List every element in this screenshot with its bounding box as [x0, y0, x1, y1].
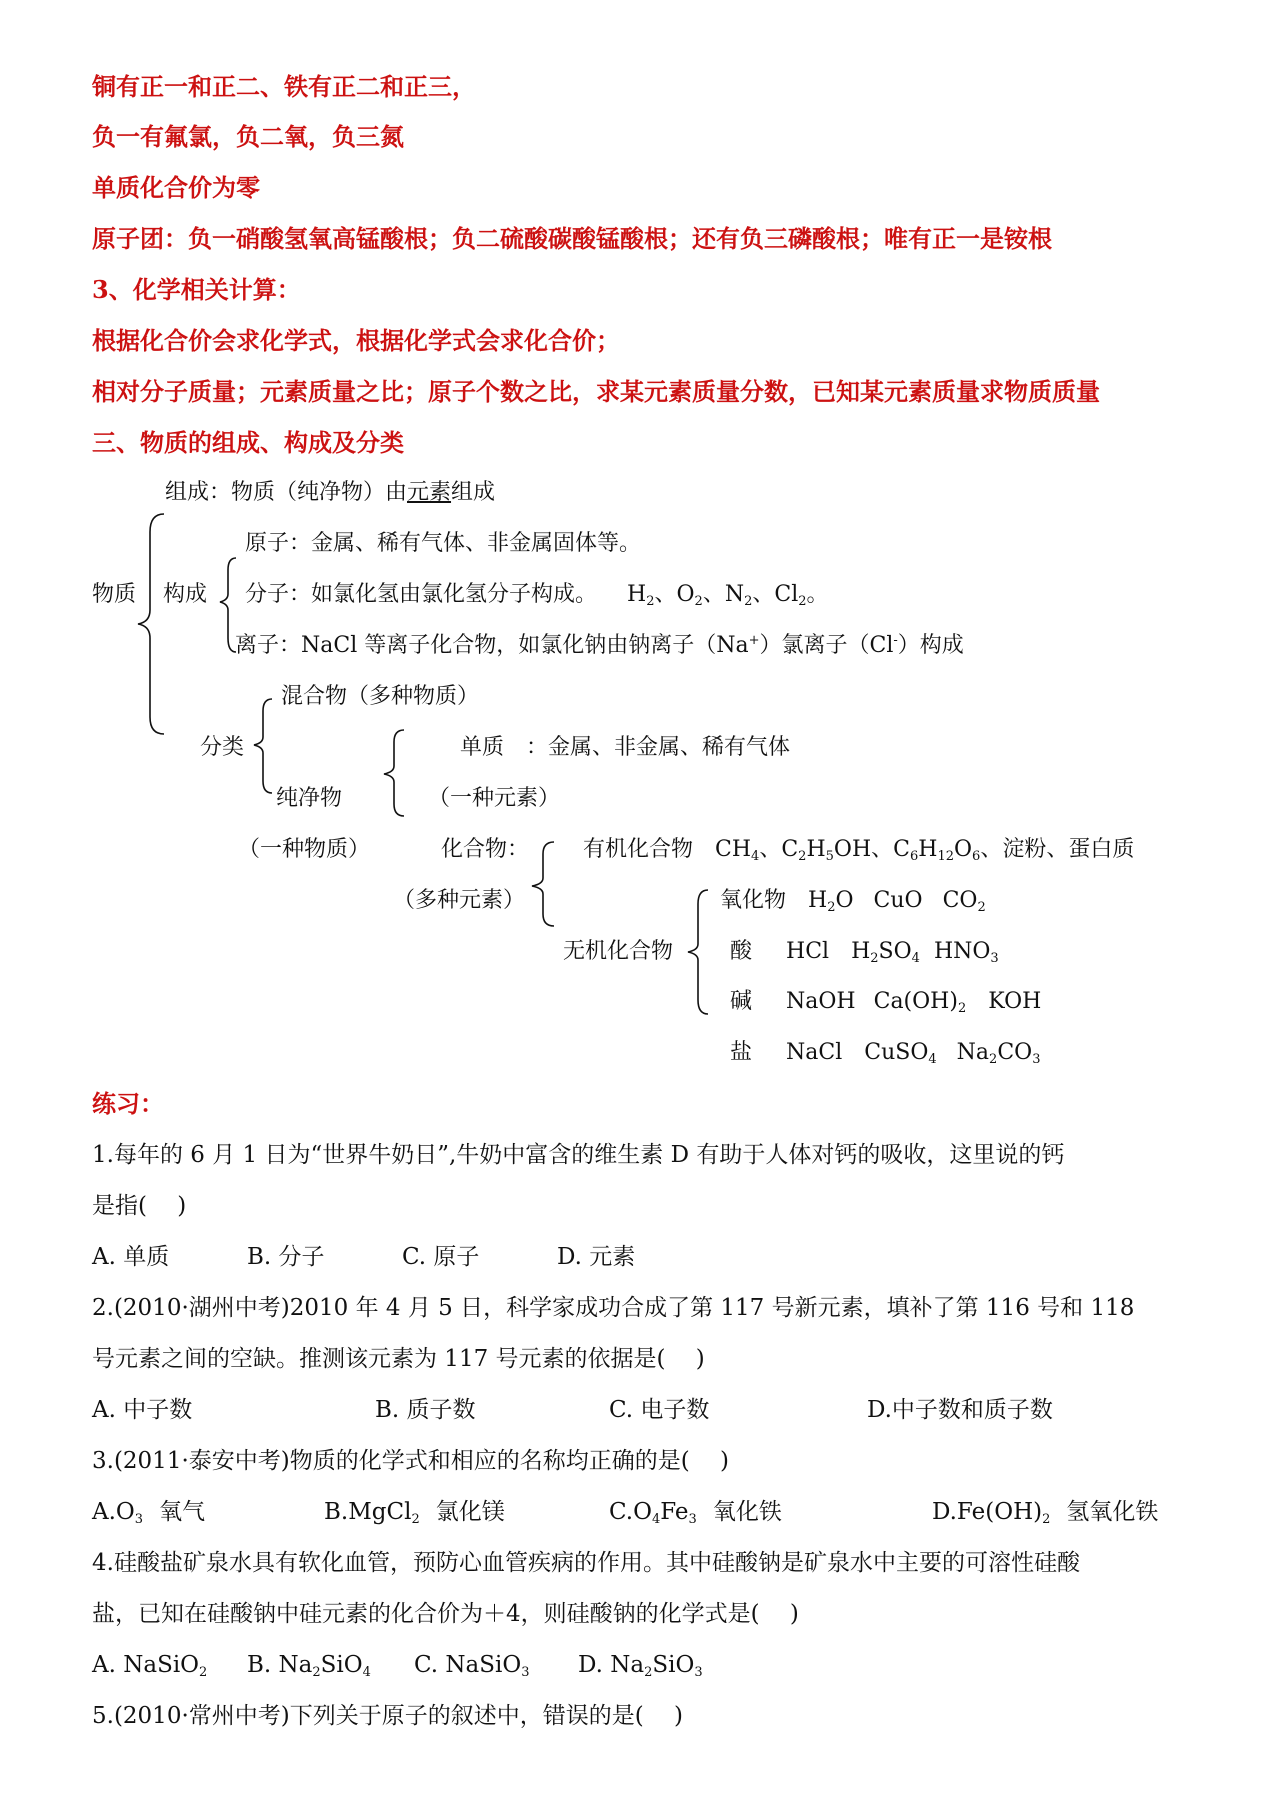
- formula-cuo: CuO: [873, 888, 923, 913]
- calc-line-2: 相对分子质量；元素质量之比；原子个数之比，求某元素质量分数，已知某元素质量求物质质量: [92, 377, 1100, 406]
- tree-atom: 原子：金属、稀有气体、非金属固体等。: [245, 531, 642, 556]
- formula-so: SO: [878, 939, 912, 964]
- q3-c-formula: C.O: [609, 1499, 652, 1525]
- formula-sub: 2: [694, 594, 703, 609]
- q2-option-d[interactable]: D.中子数和质子数: [867, 1397, 1053, 1423]
- formula-sub: 4: [751, 849, 760, 864]
- formula-h: H: [851, 939, 871, 964]
- q4-a-formula: A. NaSiO: [92, 1652, 200, 1678]
- oxide-label: 氧化物: [720, 888, 787, 913]
- q4-b-sio: SiO: [320, 1652, 363, 1678]
- formula-co: CO: [942, 888, 978, 913]
- tree-compound: 化合物：: [441, 837, 530, 862]
- salt-formulas: [786, 1040, 1040, 1065]
- formula-h: H: [806, 837, 826, 862]
- q1-option-b[interactable]: B. 分子: [247, 1244, 325, 1270]
- q3-c-name: 氧化铁: [712, 1499, 782, 1525]
- composition-element-underlined: 元素: [407, 480, 452, 505]
- simple-substance-desc: ：金属、非金属、稀有气体: [526, 735, 791, 760]
- q3-a-formula: A.O: [92, 1499, 135, 1525]
- q4-d-sio: SiO: [652, 1652, 695, 1678]
- q4-line-2: 盐，已知在硅酸钠中硅元素的化合价为＋4，则硅酸钠的化学式是( ): [92, 1601, 799, 1627]
- valence-line-4: 原子团：负一硝酸氢氧高锰酸根；负二硫酸碳酸锰酸根；还有负三磷酸根；唯有正一是铵根: [92, 224, 1052, 253]
- molecule-formulas: [627, 582, 829, 607]
- formula-nacl: NaCl: [786, 1040, 843, 1065]
- composition-heading: 三、物质的组成、构成及分类: [92, 428, 404, 457]
- formula-sub: 2: [744, 594, 753, 609]
- q4-options: [92, 1648, 703, 1682]
- q5-line-1: 5.(2010·常州中考)下列关于原子的叙述中，错误的是( ): [92, 1703, 683, 1729]
- formula-sub: 6: [909, 849, 919, 864]
- exercises-heading: 练习：: [92, 1089, 164, 1118]
- q4-c-formula: C. NaSiO: [414, 1652, 522, 1678]
- formula-sub: 5: [825, 849, 834, 864]
- substance-brace: [136, 512, 166, 737]
- formula-sub: 2: [798, 849, 807, 864]
- formula-h: H: [627, 582, 647, 607]
- q1-option-a[interactable]: A. 单质: [92, 1244, 170, 1270]
- base-formulas: [786, 989, 1041, 1014]
- formula-na: Na: [956, 1040, 990, 1065]
- formula-c: 、C: [759, 837, 799, 862]
- q4-line-1: 4.硅酸盐矿泉水具有软化血管，预防心血管疾病的作用。其中硅酸钠是矿泉水中主要的可溶性硅酸: [92, 1550, 1080, 1576]
- formula-sub: 3: [521, 1665, 530, 1680]
- formula-sub: 2: [957, 1001, 967, 1016]
- formula-sub: 2: [199, 1665, 208, 1680]
- formula-sub: 4: [651, 1512, 661, 1527]
- formula-koh: KOH: [988, 989, 1042, 1014]
- pure-substance-brace: [382, 728, 406, 818]
- formula-sub: 2: [644, 1665, 653, 1680]
- formula-hcl: HCl: [786, 939, 830, 964]
- q1-options: [92, 1240, 636, 1274]
- q4-option-b[interactable]: [247, 1648, 371, 1682]
- tree-base: [730, 985, 1041, 1019]
- formula-sub: 2: [870, 951, 879, 966]
- composition-prefix: 组成：物质（纯净物）由: [165, 480, 408, 505]
- valence-line-3: 单质化合价为零: [92, 173, 260, 202]
- formula-naoh: NaOH: [786, 989, 856, 1014]
- q3-d-name: 氢氧化铁: [1066, 1499, 1159, 1525]
- ion-na-charge: +: [748, 633, 760, 648]
- q3-option-c[interactable]: [609, 1495, 782, 1529]
- formula-sub: 2: [646, 594, 655, 609]
- ion-prefix: 离子：NaCl 等离子化合物，如氯化钠由钠离子（Na: [235, 633, 749, 658]
- q1-line-2: 是指( ): [92, 1193, 187, 1219]
- q2-line-1: 2.(2010·湖州中考)2010 年 4 月 5 日，科学家成功合成了第 117 号新元素，填补了第 116 号和 118: [92, 1295, 1135, 1321]
- formula-sub: 2: [989, 1052, 998, 1067]
- formula-sub: 3: [1032, 1052, 1041, 1067]
- q1-option-c[interactable]: C. 原子: [402, 1244, 480, 1270]
- inorganic-brace: [686, 888, 710, 1018]
- formula-end: 。: [806, 582, 829, 607]
- tree-mixture: 混合物（多种物质）: [281, 684, 480, 709]
- q2-option-b[interactable]: B. 质子数: [375, 1397, 476, 1423]
- q3-options: [92, 1495, 1159, 1529]
- q2-options: [92, 1393, 1053, 1427]
- valence-line-2: 负一有氟氯，负二氧，负三氮: [92, 122, 404, 151]
- q1-option-d[interactable]: D. 元素: [557, 1244, 636, 1270]
- formula-sub: 2: [827, 900, 836, 915]
- calc-line-1: 根据化合价会求化学式，根据化学式会求化合价；: [92, 326, 620, 355]
- valence-line-1: 铜有正一和正二、铁有正二和正三，: [92, 72, 476, 101]
- q4-option-a[interactable]: [92, 1652, 207, 1678]
- tree-root-substance: 物质: [92, 582, 137, 607]
- q3-b-name: 氯化镁: [435, 1499, 505, 1525]
- q3-a-name: 氧气: [159, 1499, 206, 1525]
- q2-option-c[interactable]: C. 电子数: [609, 1397, 710, 1423]
- q3-option-b[interactable]: [324, 1495, 505, 1529]
- organic-label: 有机化合物: [583, 837, 694, 862]
- formula-sub: 3: [134, 1512, 144, 1527]
- formula-sub: 2: [411, 1512, 420, 1527]
- organic-end: 、淀粉、蛋白质: [980, 837, 1135, 862]
- classification-brace: [252, 697, 274, 797]
- q4-b-formula: B. Na: [247, 1652, 313, 1678]
- formula-o: O: [835, 888, 854, 913]
- tree-organic: [583, 833, 1134, 867]
- tree-oxide: [720, 884, 986, 918]
- formula-sub: 2: [798, 594, 807, 609]
- tree-one-element: （一种元素）: [428, 786, 561, 811]
- salt-label: 盐: [730, 1040, 753, 1065]
- q4-option-c[interactable]: [414, 1648, 530, 1682]
- tree-pure-substance: 纯净物: [276, 786, 343, 811]
- organic-formulas: [715, 837, 1134, 862]
- formula-sub: 2: [312, 1665, 321, 1680]
- formula-sub: 3: [688, 1512, 697, 1527]
- q4-d-formula: D. Na: [578, 1652, 645, 1678]
- tree-simple-substance: [460, 731, 790, 765]
- q2-line-2: 号元素之间的空缺。推测该元素为 117 号元素的依据是( ): [92, 1346, 705, 1372]
- acid-formulas: [786, 939, 999, 964]
- q1-line-1: 1.每年的 6 月 1 日为“世界牛奶日”,牛奶中富含的维生素 D 有助于人体对钙的吸收，这里说的钙: [92, 1142, 1065, 1168]
- formula-sub: 4: [362, 1665, 371, 1680]
- formula-sub: 3: [694, 1665, 703, 1680]
- tree-multi-element: （多种元素）: [393, 888, 526, 913]
- q3-line-1: 3.(2011·泰安中考)物质的化学式和相应的名称均正确的是( ): [92, 1448, 729, 1474]
- formula-caoh: Ca(OH): [873, 989, 958, 1014]
- formula-o: 、O: [654, 582, 695, 607]
- tree-salt: [730, 1036, 1040, 1070]
- tree-acid: [730, 935, 999, 969]
- tree-inorganic: 无机化合物: [563, 939, 674, 964]
- acid-label: 酸: [730, 939, 753, 964]
- q3-option-d[interactable]: [932, 1495, 1158, 1529]
- formula-sub: 2: [977, 900, 986, 915]
- ion-cl-charge: -: [893, 633, 898, 648]
- tree-structure: 构成: [163, 582, 208, 607]
- q3-c-fe: Fe: [660, 1499, 689, 1525]
- q3-d-formula: D.Fe(OH): [932, 1499, 1043, 1525]
- molecule-text: 分子：如氯化氢由氯化氢分子构成。: [245, 582, 598, 607]
- base-label: 碱: [730, 989, 753, 1014]
- formula-hno: HNO: [933, 939, 991, 964]
- composition-line: [165, 476, 495, 510]
- formula-o: O: [954, 837, 973, 862]
- tree-molecule: [245, 578, 829, 612]
- tree-classification: 分类: [200, 735, 245, 760]
- formula-n: 、N: [702, 582, 745, 607]
- ion-suffix: ）构成: [897, 633, 964, 658]
- q2-option-a[interactable]: A. 中子数: [92, 1397, 193, 1423]
- tree-ion: [235, 629, 964, 663]
- formula-oh: OH、C: [833, 837, 910, 862]
- formula-cl: 、Cl: [752, 582, 799, 607]
- formula-sub: 4: [928, 1052, 937, 1067]
- formula-sub: 6: [972, 849, 981, 864]
- ion-mid: ）氯离子（Cl: [759, 633, 894, 658]
- compound-brace: [530, 840, 556, 928]
- formula-h: H: [918, 837, 938, 862]
- formula-ch: CH: [715, 837, 752, 862]
- q3-option-a[interactable]: [92, 1499, 205, 1525]
- formula-h: H: [808, 888, 828, 913]
- q3-b-formula: B.MgCl: [324, 1499, 412, 1525]
- oxide-formulas: [808, 888, 986, 913]
- q4-option-d[interactable]: [578, 1648, 703, 1682]
- composition-suffix: 组成: [451, 480, 496, 505]
- simple-substance-label: 单质: [460, 735, 505, 760]
- tree-one-substance: （一种物质）: [238, 837, 371, 862]
- formula-sub: 3: [990, 951, 999, 966]
- calc-heading: 3、化学相关计算：: [92, 275, 301, 304]
- formula-sub: 2: [1042, 1512, 1051, 1527]
- formula-co: CO: [997, 1040, 1033, 1065]
- formula-sub: 4: [911, 951, 920, 966]
- formula-sub: 12: [937, 849, 954, 864]
- formula-cuso: CuSO: [864, 1040, 929, 1065]
